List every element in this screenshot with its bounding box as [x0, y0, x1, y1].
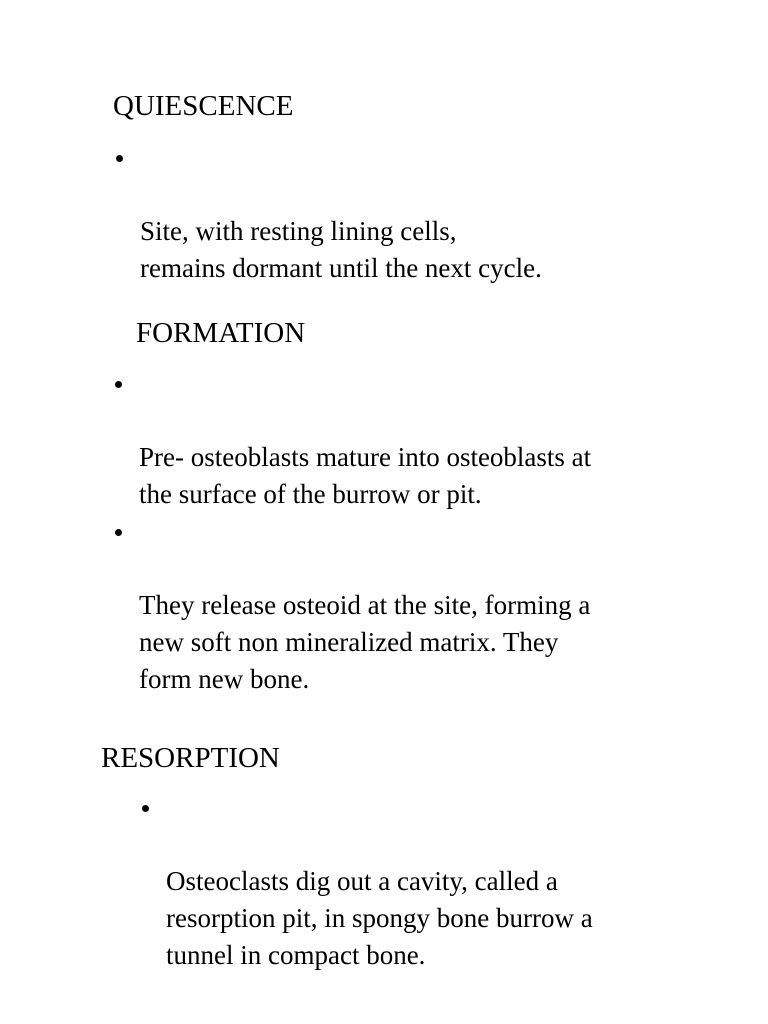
bullet-icon — [142, 805, 149, 812]
bullet-icon — [115, 529, 122, 536]
formation-bullet-item — [139, 513, 591, 698]
formation-bullet-item — [139, 365, 591, 513]
bullet-icon — [116, 155, 123, 162]
formation-bullet-list — [139, 365, 591, 698]
bullet-text: Pre- osteoblasts mature into osteoblasts at the surface of the burrow or pit. — [139, 442, 592, 509]
bullet-icon — [115, 381, 122, 388]
formation-heading: FORMATION — [136, 317, 306, 349]
resorption-bullet-item — [166, 789, 593, 974]
quiescence-bullet-item — [140, 139, 542, 287]
quiescence-heading: QUIESCENCE — [113, 90, 294, 122]
resorption-bullet-list — [166, 789, 593, 974]
bullet-text: They release osteoid at the site, forming a new soft non mineralized matrix. They form new bone. — [139, 590, 591, 694]
resorption-heading: RESORPTION — [101, 742, 280, 774]
bullet-text: Osteoclasts dig out a cavity, called a resorption pit, in spongy bone burrow a tunnel in compact bone. — [166, 866, 593, 970]
quiescence-bullet-list — [140, 139, 542, 287]
bullet-text: Site, with resting lining cells, remains dormant until the next cycle. — [140, 216, 542, 283]
